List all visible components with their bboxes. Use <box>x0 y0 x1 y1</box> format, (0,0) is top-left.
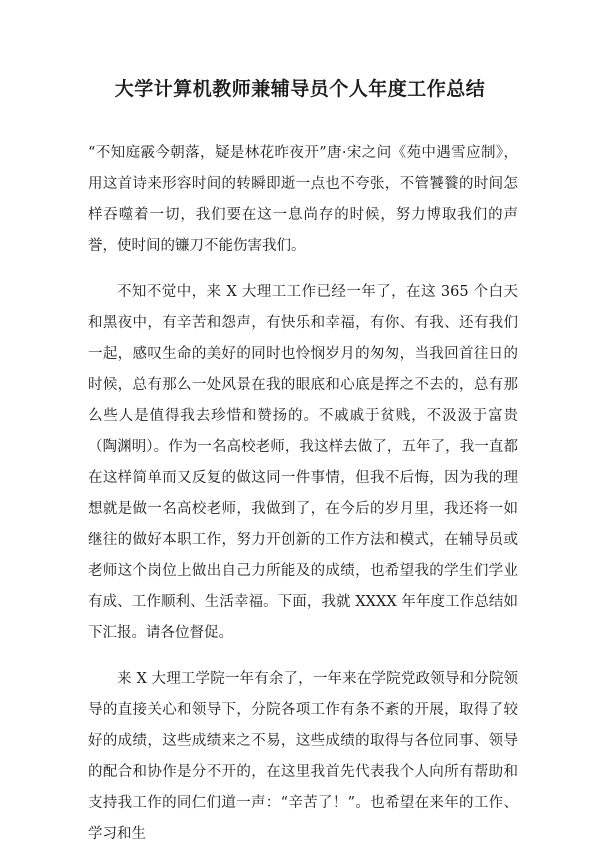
paragraph-poem-intro: “不知庭霰今朝落，疑是林花昨夜开”唐·宋之问《苑中遇雪应制》，用这首诗来形容时间的转瞬即逝一点也不夸张，不管饕餮的时间怎样吞噬着一切，我们要在这一息尚存的时候，努力博取我们的声誉，使时间的镰刀不能伤害我们。 <box>88 145 518 254</box>
document-body <box>88 138 518 865</box>
paragraph-work-summary: 来 X 大理工学院一年有余了，一年来在学院党政领导和分院领导的直接关心和领导下，分院各项工作有条不紊的开展，取得了较好的成绩，这些成绩来之不易，这些成绩的取得与各位同事、领导的配合和协作是分不开的，在这里我首先代表我个人向所有帮助和支持我工作的同仁们道一声：“辛苦了！”。也希望在来年的工作、学习和生 <box>88 671 518 842</box>
paragraph-year-review: 不知不觉中，来 X 大理工工作已经一年了，在这 365 个白天和黑夜中，有辛苦和怨声，有快乐和幸福，有你、有我、还有我们一起，感叹生命的美好的同时也怜悯岁月的匆匆，当我回首往日的时候，总有那么一处风景在我的眼底和心底是挥之不去的，总有那么些人是值得我去珍惜和赞扬的。不戚戚于贫贱，不汲汲于富贵（陶渊明）。作为一名高校老师，我这样去做了，五年了，我一直都在这样简单而又反复的做这同一件事情，但我不后悔，因为我的理想就是做一名高校老师，我做到了，在今后的岁月里，我还将一如继往的做好本职工作，努力开创新的工作方法和模式，在辅导员或老师这个岗位上做出自己力所能及的成绩，也希望我的学生们学业有成、工作顺利、生活幸福。下面，我就 XXXX 年年度工作总结如下汇报。请各位督促。 <box>88 284 518 641</box>
document-title: 大学计算机教师兼辅导员个人年度工作总结 <box>114 78 486 100</box>
